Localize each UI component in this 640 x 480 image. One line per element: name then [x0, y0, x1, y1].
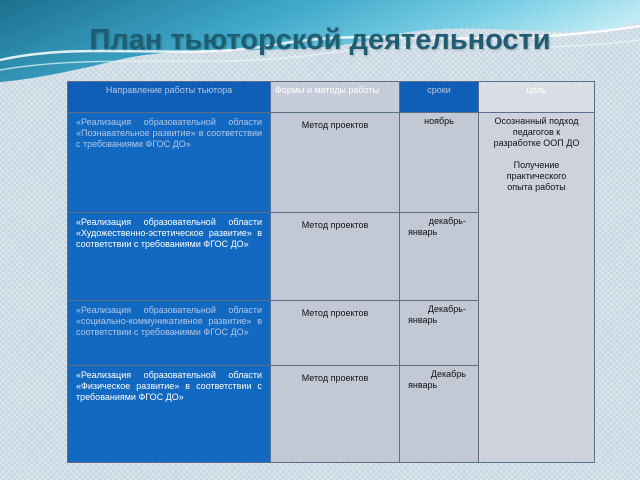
- term-line: Декабрь: [430, 369, 466, 379]
- term-line: январь: [408, 379, 438, 390]
- header-goal: цель: [479, 82, 595, 113]
- direction-cell: «Реализация образовательной области «Познавательное развитие» в соответствии с требованиями ФГОС ДО»: [68, 113, 271, 213]
- page-title: План тьюторской деятельности: [89, 24, 551, 56]
- table-row: [68, 113, 595, 213]
- goal-text: Осознанный подход педагогов к разработке ООП ДО: [493, 116, 580, 148]
- method-cell: Метод проектов: [271, 213, 400, 301]
- term-cell: [400, 366, 479, 463]
- header-terms: сроки: [400, 82, 479, 113]
- term-cell: [400, 213, 479, 301]
- header-methods: Формы и методы работы: [271, 82, 400, 113]
- term-line: январь: [408, 314, 438, 325]
- term-line: январь: [408, 226, 438, 237]
- term-cell: [400, 113, 479, 213]
- goal-text: Получение практического опыта работы: [506, 160, 567, 192]
- goal-cell: [479, 113, 595, 463]
- direction-cell: «Реализация образовательной области «социально-коммуникативное развитие» в соответствии с требованиями ФГОС ДО»: [68, 301, 271, 366]
- table-header-row: [68, 82, 595, 113]
- direction-cell: «Реализация образовательной области «Художественно-эстетическое развитие» в соответствии с требованиями ФГОС ДО»: [68, 213, 271, 301]
- direction-cell: «Реализация образовательной области «Физическое развитие» в соответствии с требованиями ФГОС ДО»: [68, 366, 271, 463]
- header-direction: Направление работы тьютора: [68, 82, 271, 113]
- term-line: ноябрь: [424, 116, 454, 126]
- term-cell: [400, 301, 479, 366]
- method-cell: Метод проектов: [271, 113, 400, 213]
- term-line: декабрь-: [428, 216, 466, 226]
- method-cell: Метод проектов: [271, 301, 400, 366]
- term-line: Декабрь-: [427, 304, 466, 314]
- method-cell: Метод проектов: [271, 366, 400, 463]
- tutor-plan-table: [67, 81, 595, 463]
